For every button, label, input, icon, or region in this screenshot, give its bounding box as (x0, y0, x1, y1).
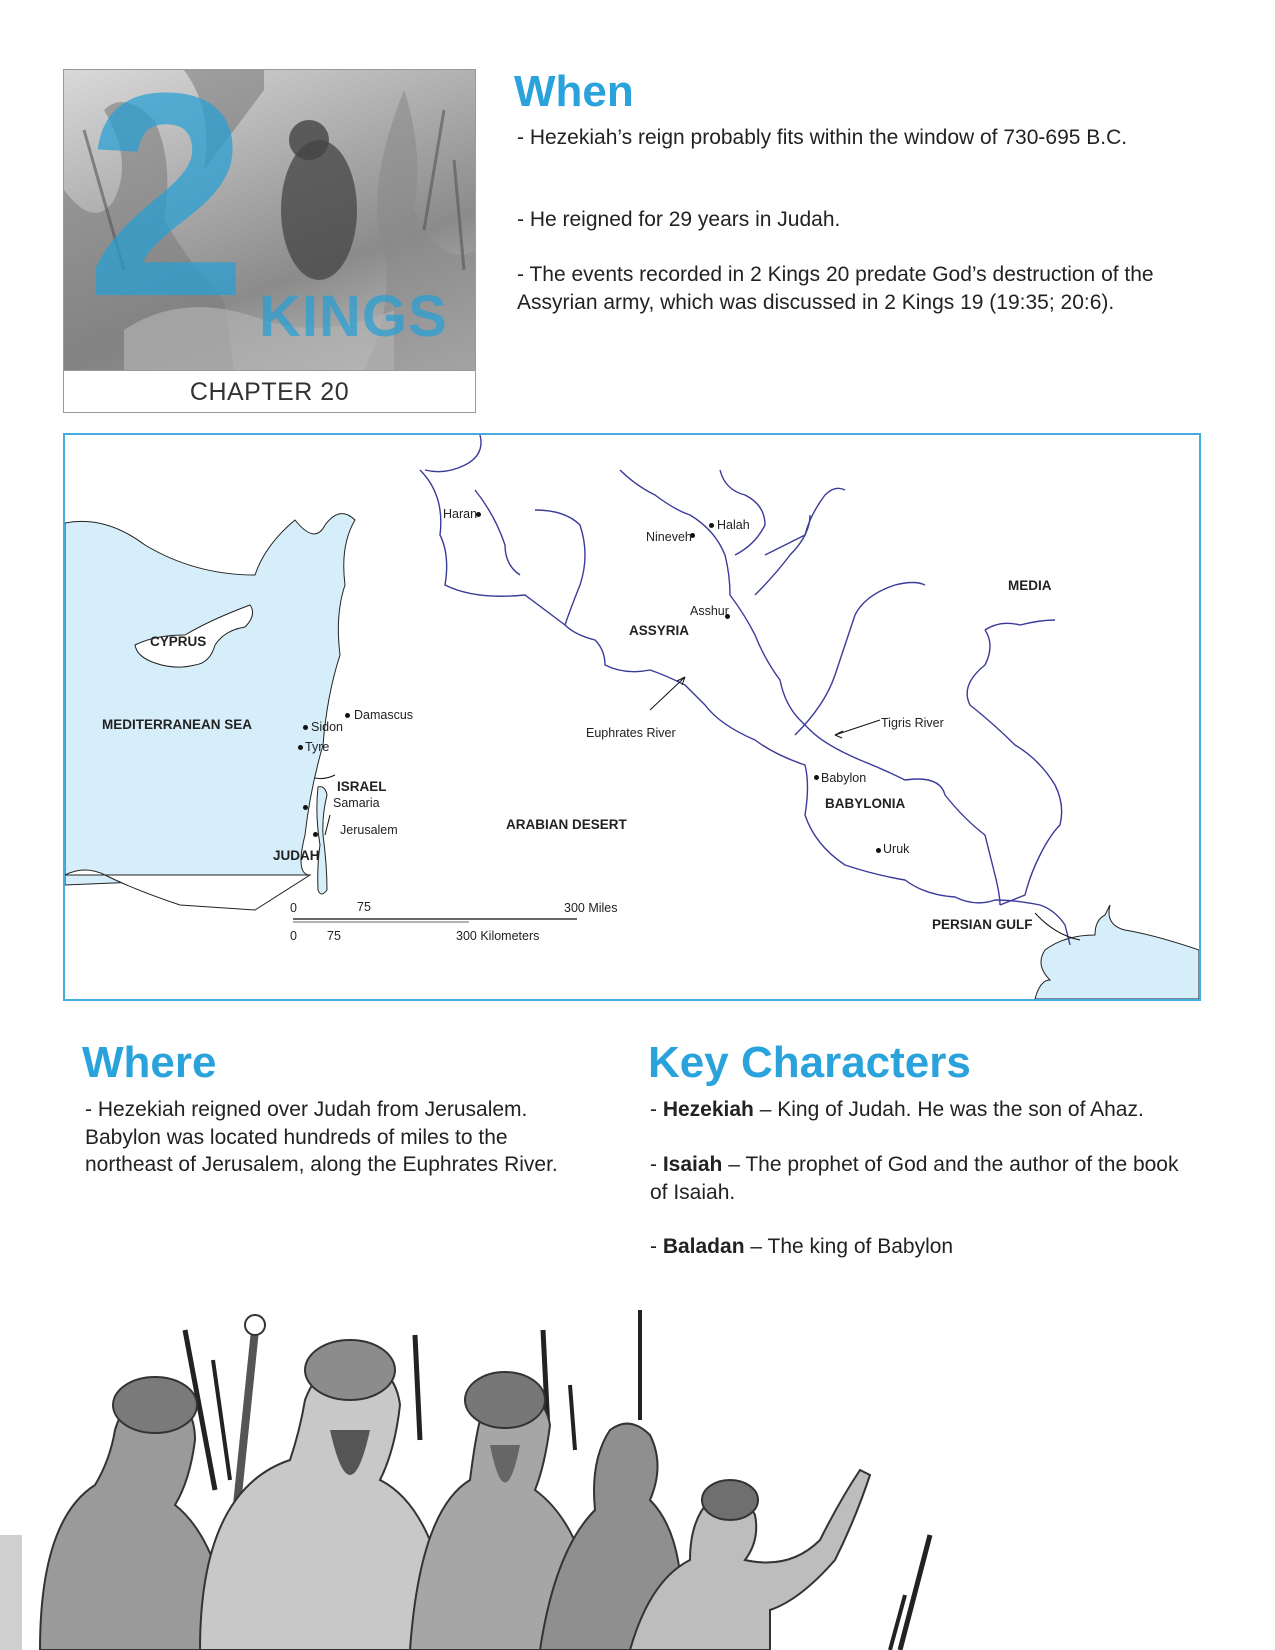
label-arabian-desert: ARABIAN DESERT (506, 817, 627, 832)
label-judah: JUDAH (273, 848, 320, 863)
character-name: Isaiah (662, 1153, 723, 1176)
label-uruk: Uruk (883, 842, 910, 856)
label-babylon: Babylon (821, 771, 867, 785)
scale-km-mid: 75 (327, 929, 341, 943)
dead-sea (317, 787, 327, 894)
halah-dot (709, 523, 714, 528)
babylon-dot (814, 775, 819, 780)
tyre-dot (298, 745, 303, 750)
when-item: - Hezekiah’s reign probably fits within the window of 730-695 B.C. (517, 126, 1128, 149)
jerusalem-dot (313, 832, 318, 837)
character-description: – King of Judah. He was the son of Ahaz. (753, 1098, 1144, 1121)
persian-gulf-water (1035, 905, 1199, 999)
character-prefix: - (650, 1153, 663, 1176)
character-prefix: - (650, 1235, 663, 1258)
character-name: Hezekiah (662, 1098, 754, 1121)
key-characters-heading: Key Characters (648, 1038, 971, 1087)
character-description: – The king of Babylon (744, 1235, 954, 1258)
label-persian-gulf: PERSIAN GULF (932, 917, 1033, 932)
damascus-dot (345, 713, 350, 718)
character-item (650, 1151, 1190, 1206)
label-jerusalem: Jerusalem (340, 823, 398, 837)
label-tyre: Tyre (305, 740, 330, 754)
label-euphrates: Euphrates River (586, 726, 676, 740)
character-prefix: - (650, 1098, 663, 1121)
chapter-label: CHAPTER 20 (64, 370, 475, 413)
character-item (650, 1233, 1190, 1261)
when-item: - He reigned for 29 years in Judah. (517, 208, 841, 231)
scale-km-end: 300 Kilometers (456, 929, 540, 943)
figures-engraving (0, 1290, 940, 1650)
chapter-cover (63, 69, 476, 413)
label-haran: Haran (443, 507, 478, 521)
samaria-dot (303, 805, 308, 810)
label-nineveh: Nineveh (646, 530, 692, 544)
when-heading: When (514, 67, 634, 116)
ancient-near-east-map (63, 433, 1201, 1001)
scale-km-zero: 0 (290, 929, 297, 943)
character-description: – The prophet of God and the author of the book of Isaiah. (650, 1153, 1179, 1204)
sidon-dot (303, 725, 308, 730)
scale-miles-mid: 75 (357, 900, 371, 914)
kings-engraving-illustration (0, 1290, 940, 1650)
cover-book-title: KINGS (259, 284, 448, 349)
character-item (650, 1096, 1190, 1124)
label-mediterranean: MEDITERRANEAN SEA (102, 717, 253, 732)
mediterranean-water (65, 514, 355, 885)
label-asshur: Asshur (690, 604, 729, 618)
label-israel: ISRAEL (337, 779, 387, 794)
when-item: - The events recorded in 2 Kings 20 predate God’s destruction of the Assyrian army, which was discussed in 2 Kings 19 (19:35; 20:6). (517, 263, 1154, 314)
label-sidon: Sidon (311, 720, 343, 734)
label-damascus: Damascus (354, 708, 414, 722)
label-cyprus: CYPRUS (150, 634, 207, 649)
uruk-dot (876, 848, 881, 853)
character-name: Baladan (662, 1235, 745, 1258)
cover-number: 2 (86, 70, 248, 357)
label-samaria: Samaria (333, 796, 380, 810)
where-text: - Hezekiah reigned over Judah from Jerusalem. Babylon was located hundreds of miles to the northeast of Jerusalem, along the Euphrates River. (85, 1098, 558, 1176)
cover-illustration (64, 70, 475, 370)
label-tigris: Tigris River (881, 716, 944, 730)
label-media: MEDIA (1008, 578, 1052, 593)
label-halah: Halah (717, 518, 750, 532)
scale-miles-zero: 0 (290, 901, 297, 915)
label-babylonia: BABYLONIA (825, 796, 906, 811)
scale-miles-end: 300 Miles (564, 901, 618, 915)
label-assyria: ASSYRIA (629, 623, 690, 638)
where-heading: Where (82, 1038, 217, 1087)
